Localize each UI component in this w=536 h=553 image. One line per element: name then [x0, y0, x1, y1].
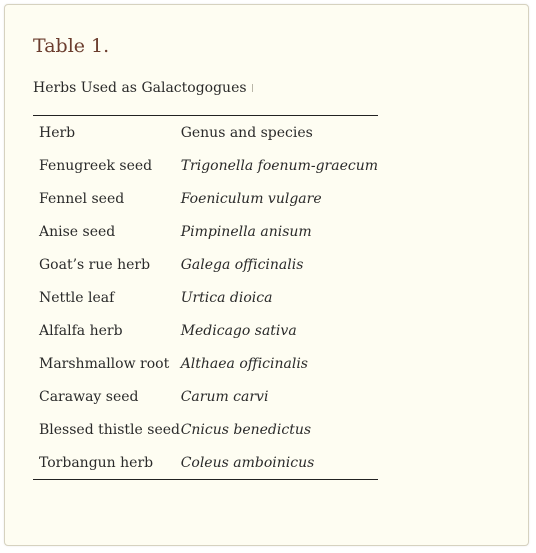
table-row [33, 149, 378, 182]
species-cell: Medicago sativa [180, 322, 297, 339]
herb-cell: Anise seed [39, 223, 116, 240]
table-caption [33, 80, 253, 96]
column-header-herb: Herb [39, 124, 76, 141]
table-header-row [33, 116, 378, 150]
herb-cell: Fennel seed [39, 190, 125, 207]
table-row [33, 314, 378, 347]
species-cell: Trigonella foenum-graecum [180, 157, 378, 174]
herbs-table [33, 115, 378, 480]
table-row [33, 215, 378, 248]
table-row [33, 347, 378, 380]
table-title: Table 1. [33, 35, 110, 57]
species-cell: Coleus amboinicus [180, 454, 315, 471]
caption-marker-icon [252, 84, 253, 92]
table-caption-text: Herbs Used as Galactogogues [33, 80, 247, 96]
species-cell: Foeniculum vulgare [180, 190, 322, 207]
species-cell: Galega officinalis [180, 256, 304, 273]
table-row [33, 248, 378, 281]
table-row [33, 281, 378, 314]
table-row [33, 446, 378, 480]
species-cell: Urtica dioica [180, 289, 273, 306]
table-row [33, 182, 378, 215]
species-cell: Althaea officinalis [180, 355, 308, 372]
herb-cell: Caraway seed [39, 388, 139, 405]
herb-cell: Fenugreek seed [39, 157, 153, 174]
species-cell: Cnicus benedictus [180, 421, 312, 438]
herb-cell: Marshmallow root [39, 355, 170, 372]
herb-cell: Torbangun herb [39, 454, 154, 471]
table-panel [4, 4, 529, 546]
column-header-genus-species: Genus and species [180, 124, 313, 141]
table-row [33, 413, 378, 446]
table-row [33, 380, 378, 413]
herb-cell: Goat’s rue herb [39, 256, 151, 273]
herb-cell: Nettle leaf [39, 289, 115, 306]
herb-cell: Blessed thistle seed [39, 421, 180, 438]
herb-cell: Alfalfa herb [39, 322, 123, 339]
species-cell: Carum carvi [180, 388, 269, 405]
species-cell: Pimpinella anisum [180, 223, 312, 240]
